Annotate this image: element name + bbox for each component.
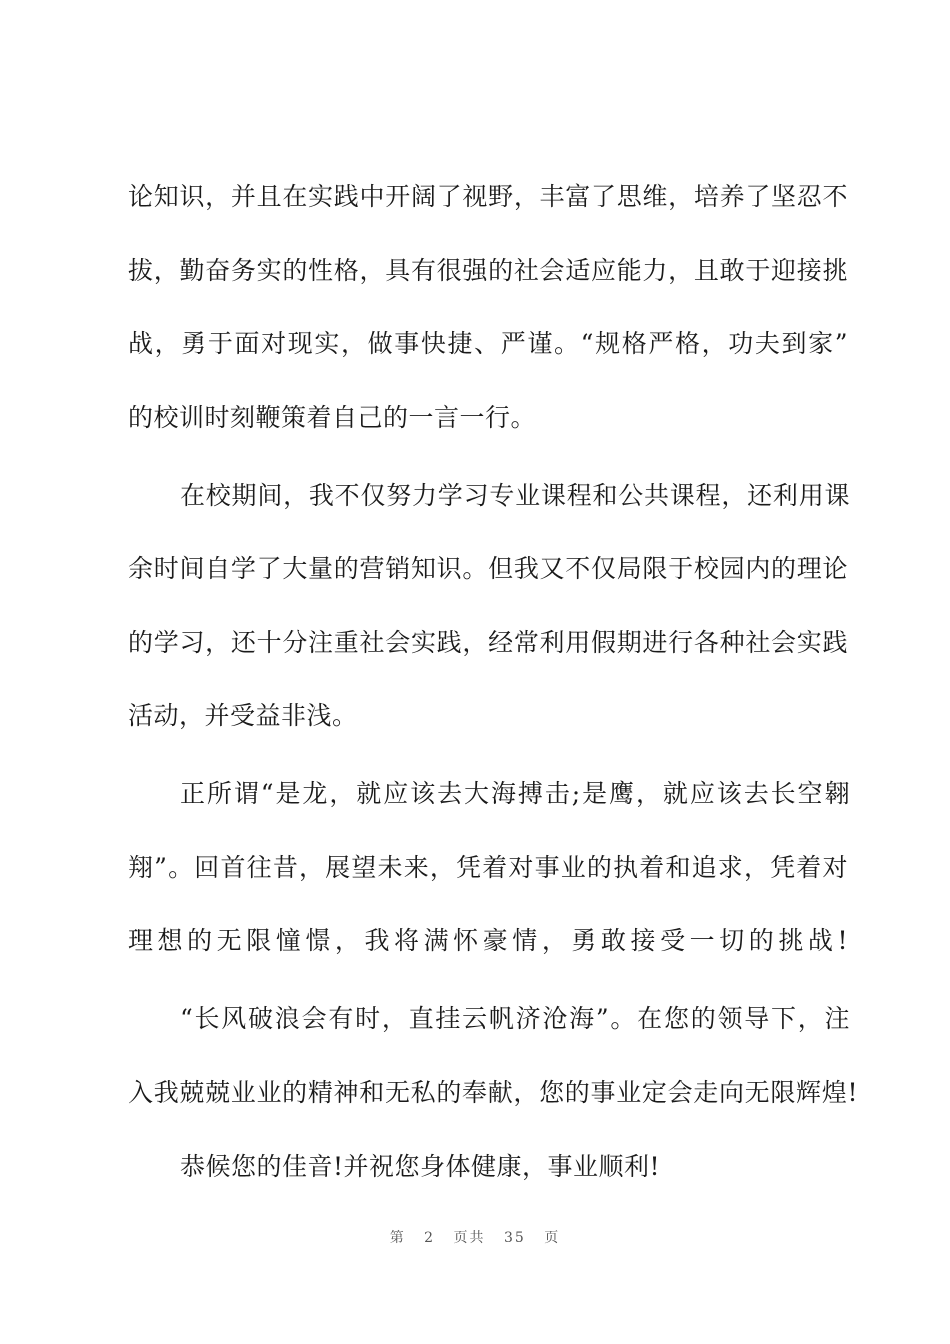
paragraph-2-line-2: 余时间自学了大量的营销知识。但我又不仅局限于校园内的理论 xyxy=(128,554,849,583)
footer-page-number: 2 xyxy=(424,1230,436,1246)
paragraph-3-line-3: 理想的无限憧憬，我将满怀豪情，勇敢接受一切的挑战! xyxy=(128,926,853,955)
paragraph-4-line-1: “长风破浪会有时，直挂云帆济沧海”。在您的领导下，注 xyxy=(180,1004,852,1033)
paragraph-1-line-2: 拔，勤奋务实的性格，具有很强的社会适应能力，且敢于迎接挑 xyxy=(128,256,849,285)
footer-middle: 页共 xyxy=(453,1230,486,1246)
page-footer xyxy=(0,1228,950,1248)
paragraph-2-line-3: 的学习，还十分注重社会实践，经常利用假期进行各种社会实践 xyxy=(128,628,849,657)
footer-total-pages: 35 xyxy=(504,1230,526,1246)
footer-suffix: 页 xyxy=(544,1230,561,1246)
paragraph-1-line-4: 的校训时刻鞭策着自己的一言一行。 xyxy=(128,403,537,432)
paragraph-5-line-1: 恭候您的佳音!并祝您身体健康，事业顺利! xyxy=(180,1152,661,1181)
paragraph-1-line-3: 战，勇于面对现实，做事快捷、严谨。“规格严格，功夫到家” xyxy=(128,329,850,358)
paragraph-3-line-2: 翔”。回首往昔，展望未来，凭着对事业的执着和追求，凭着对 xyxy=(128,853,849,882)
paragraph-2-line-1: 在校期间，我不仅努力学习专业课程和公共课程，还利用课 xyxy=(180,481,851,510)
footer-prefix: 第 xyxy=(389,1230,406,1246)
paragraph-3-line-1: 正所谓“是龙，就应该去大海搏击;是鹰，就应该去长空翱 xyxy=(180,779,852,808)
paragraph-1-line-1: 论知识，并且在实践中开阔了视野，丰富了思维，培养了坚忍不 xyxy=(128,182,849,211)
paragraph-4-line-2: 入我兢兢业业的精神和无私的奉献，您的事业定会走向无限辉煌! xyxy=(128,1078,859,1107)
paragraph-2-line-4: 活动，并受益非浅。 xyxy=(128,701,358,730)
